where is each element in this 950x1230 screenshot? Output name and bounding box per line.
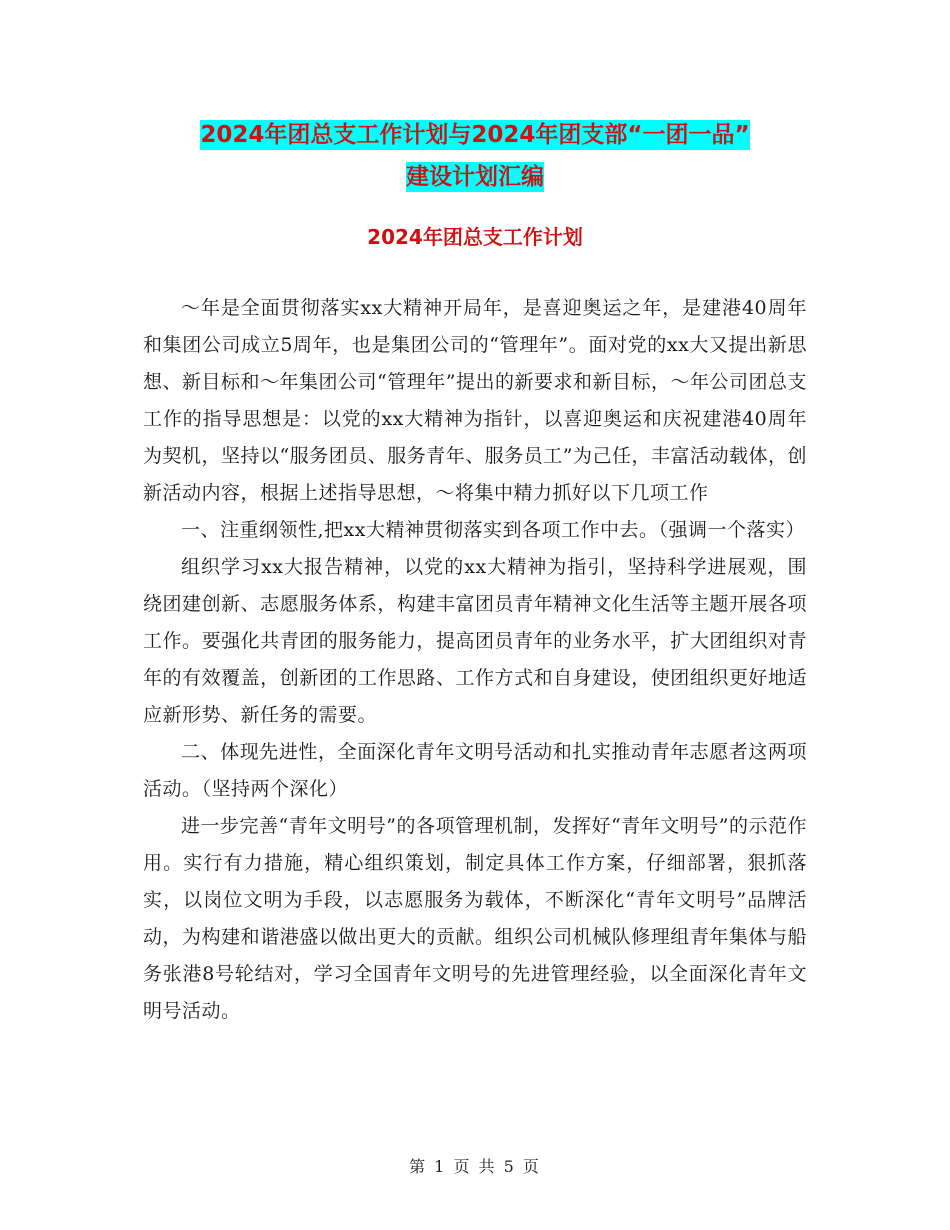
paragraph-heading-one: 一、注重纲领性,把xx大精神贯彻落实到各项工作中去。（强调一个落实）	[181, 519, 805, 541]
paragraph-civilization: 进一步完善“青年文明号”的各项管理机制，发挥好“青年文明号”的示范作用。实行有力措施，精心组织策划，制定具体工作方案，仔细部署，狠抓落实，以岗位文明为手段，以志愿服务为载体，不断深化“青年文明号”品牌活动，为构建和谐港盛以做出更大的贡献。组织公司机械队修理组青年集体与船务张港8号轮结对，学习全国青年文明号的先进管理经验，以全面深化青年文明号活动。	[143, 815, 807, 1022]
section-title: 2024年团总支工作计划	[367, 225, 583, 249]
paragraph-heading-two: 二、体现先进性，全面深化青年文明号活动和扎实推动青年志愿者这两项活动。（坚持两个深化）	[143, 741, 807, 800]
paragraph-study: 组织学习xx大报告精神，以党的xx大精神为指引，坚持科学进展观，围绕团建创新、志愿服务体系，构建丰富团员青年精神文化生活等主题开展各项工作。要强化共青团的服务能力，提高团员青年的业务水平，扩大团组织对青年的有效覆盖，创新团的工作思路、工作方式和自身建设，使团组织更好地适应新形势、新任务的需要。	[143, 556, 807, 726]
document-title-line-2	[0, 154, 950, 200]
document-body	[143, 290, 807, 1030]
title-highlight: 2024年团总支工作计划与2024年团支部“一团一品”	[200, 122, 750, 148]
page-footer: 第 1 页 共 5 页	[409, 1157, 541, 1176]
title-highlight: 建设计划汇编	[406, 164, 544, 190]
paragraph-intro: ～年是全面贯彻落实xx大精神开局年，是喜迎奥运之年，是建港40周年和集团公司成立5周年，也是集团公司的“管理年”。面对党的xx大又提出新思想、新目标和～年集团公司“管理年”提出的新要求和新目标，～年公司团总支工作的指导思想是：以党的xx大精神为指针，以喜迎奥运和庆祝建港40周年为契机，坚持以“服务团员、服务青年、服务员工”为己任，丰富活动载体，创新活动内容，根据上述指导思想，～将集中精力抓好以下几项工作	[143, 297, 807, 504]
document-title-line-1	[0, 112, 950, 158]
